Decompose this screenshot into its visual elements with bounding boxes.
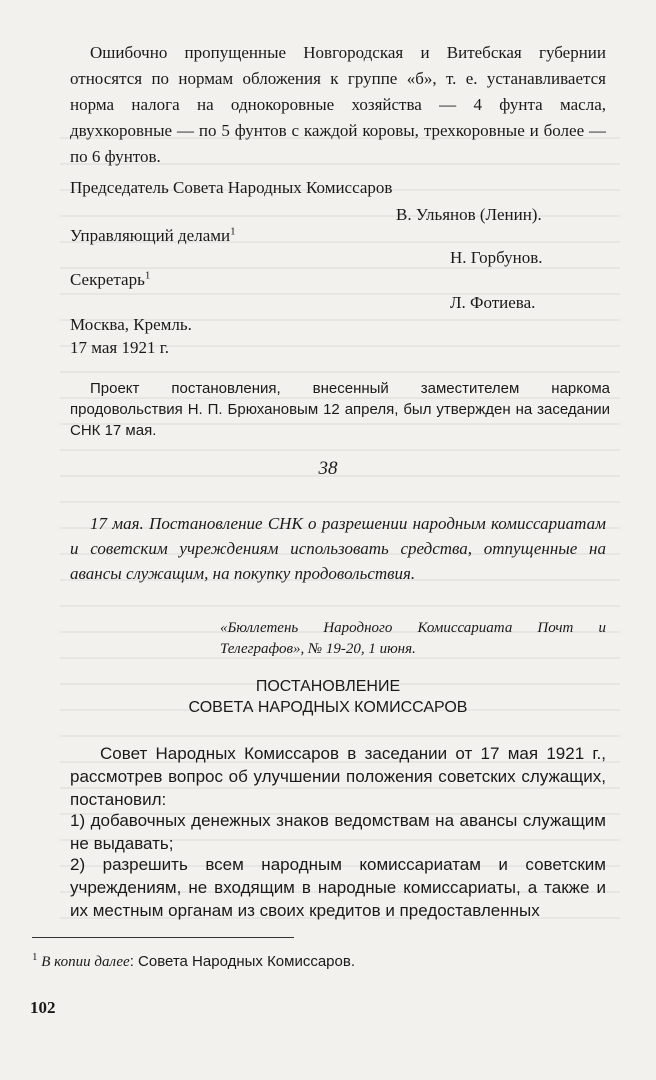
footnote-ref: 1 [144,269,151,282]
editorial-note: Проект постановления, внесенный заместителем наркома продовольствия Н. П. Брюхановым 12 апреля, был утвержден на заседании СНК 17 мая. [70,380,610,439]
footnote-ref: 1 [230,225,236,238]
footnote-rule [32,937,294,938]
decree-item-1: 1) добавочных денежных знаков ведомствам на авансы служащим не выдавать; [70,811,606,853]
source-citation: «Бюллетень Народного Комиссариата Почт и Телеграфов», № 19-20, 1 июня. [220,620,606,657]
document-heading: 17 мая. Постановление СНК о разрешении народным комиссариатам и советским учреждениям использовать средства, отпущенные на авансы служащим, на покупку продовольствия. [70,514,606,583]
document-number: 38 [318,458,338,479]
secretary-title: Секретарь$^1$ [70,269,151,289]
manager-title: Управляющий делами$^1$ [70,225,236,245]
place: Москва, Кремль. [70,315,192,334]
manager-name: Н. Горбунов. [450,248,543,267]
top-paragraph: Ошибочно пропущенные Новгородская и Витебская губернии относятся по нормам обложения к группе «б», т. е. устанавливается норма налога на однокоровные хозяйства — 4 фунта масла, двухкоровные — по 5 фунтов с каждой коровы, трехкоровные и более — по 6 фунтов. [70,43,606,166]
date: 17 мая 1921 г. [70,338,170,357]
decree-item-2: 2) разрешить всем народным комиссариатам и советским учреждениям, не входящим в народные комиссариаты, а также и их местным органам из своих кредитов и предоставленных [70,855,606,920]
footnote: $^1$ В копии далее: Совета Народных Комиссаров. [32,951,356,970]
secretary-name: Л. Фотиева. [450,293,536,312]
chair-title: Председатель Совета Народных Комиссаров [70,178,393,197]
decree-title-line2: СОВЕТА НАРОДНЫХ КОМИССАРОВ [188,699,468,716]
page-number: 102 [30,998,56,1017]
decree-intro: Совет Народных Комиссаров в заседании от 17 мая 1921 г., рассмотрев вопрос об улучшении положения советских служащих, постановил: [70,744,606,809]
chair-name: В. Ульянов (Ленин). [396,205,542,224]
decree-title-line1: ПОСТАНОВЛЕНИЕ [255,678,401,695]
